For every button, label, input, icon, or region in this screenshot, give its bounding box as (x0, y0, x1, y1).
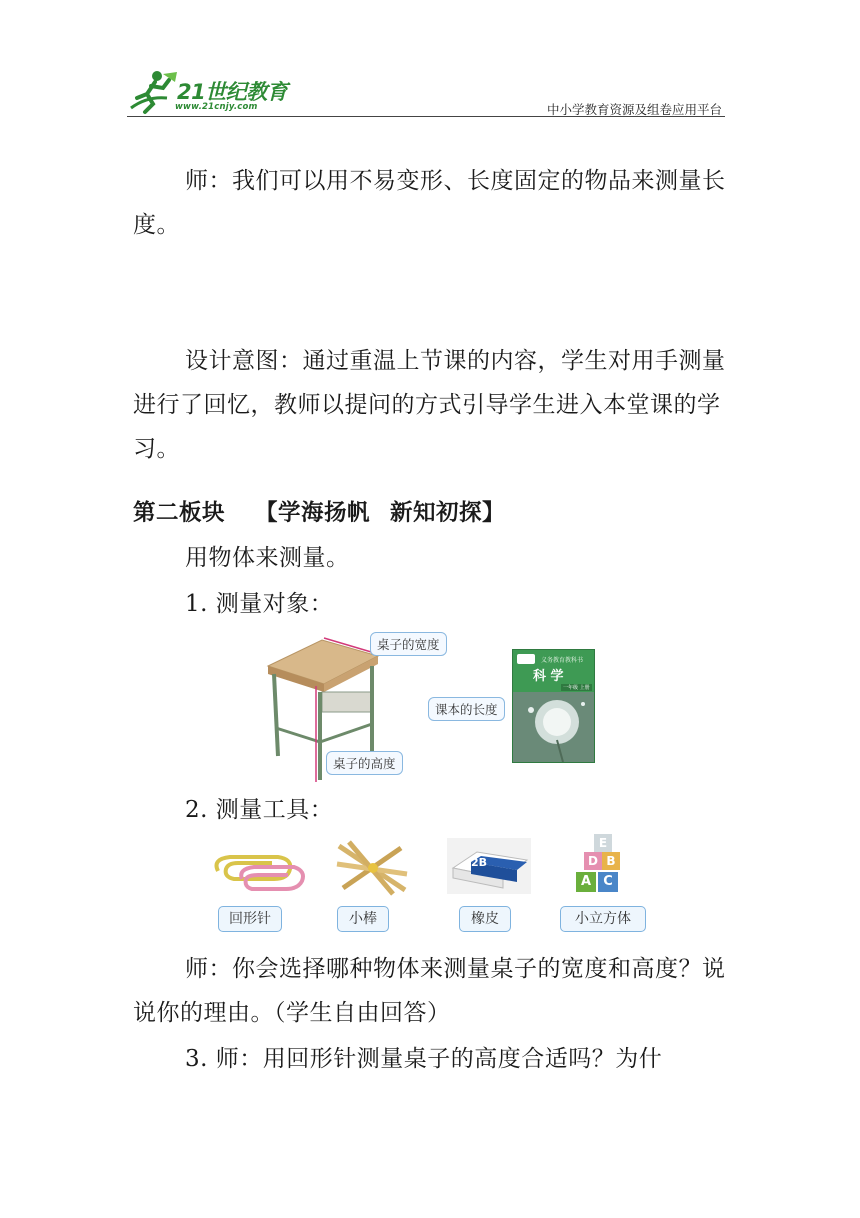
section-heading (133, 491, 733, 535)
tool-label-sticks: 小棒 (337, 906, 389, 932)
teacher-question-3: 3. 师：用回形针测量桌子的高度合适吗？为什 (185, 1046, 663, 1072)
cubes-illustration (576, 834, 628, 894)
sticks-illustration (335, 838, 410, 896)
header-divider (127, 116, 725, 117)
design-intent-paragraph: 设计意图：通过重温上节课的内容，学生对用手测量进行了回忆，教师以提问的方式引导学生进入本堂课的学习。 (133, 348, 726, 462)
eraser-label: 2B (471, 856, 488, 869)
cube-d: D (584, 852, 602, 870)
book-grade: 一年级 上册 (563, 685, 590, 691)
textbook-cover (512, 649, 595, 763)
tool-label-cubes: 小立方体 (560, 906, 646, 932)
dandelion-photo (513, 692, 594, 762)
book-length-callout: 课本的长度 (428, 697, 505, 721)
page-header (127, 68, 725, 118)
intro-line: 用物体来测量。 (185, 545, 350, 571)
section-prefix: 第二板块 (133, 500, 226, 526)
cube-c: C (598, 872, 618, 892)
desk-height-callout: 桌子的高度 (326, 751, 403, 775)
item-measure-objects: 1. 测量对象： (185, 591, 334, 617)
book-title: 科 学 (533, 669, 564, 684)
teacher-question-paragraph: 师：你会选择哪种物体来测量桌子的宽度和高度？说说你的理由。（学生自由回答） (133, 956, 726, 1026)
cube-b: B (602, 852, 620, 870)
platform-name: 中小学教育资源及组卷应用平台 (546, 102, 722, 117)
teacher-paragraph-1: 师：我们可以用不易变形、长度固定的物品来测量长度。 (133, 168, 726, 238)
cube-a: A (576, 872, 596, 892)
logo-text: 21世纪教育 (177, 80, 288, 104)
section-title-a: 【学海扬帆 (255, 500, 371, 526)
logo-url: www.21cnjy.com (175, 102, 258, 112)
section-title-b: 新知初探】 (390, 500, 506, 526)
book-small-text: 义务教育教科书 (541, 657, 584, 664)
desk-width-callout: 桌子的宽度 (370, 632, 447, 656)
paperclip-illustration (208, 849, 308, 893)
tool-label-paperclip: 回形针 (218, 906, 282, 932)
item-measure-tools: 2. 测量工具： (185, 797, 334, 823)
publisher-logo-icon (517, 654, 535, 664)
tool-label-eraser: 橡皮 (459, 906, 511, 932)
cube-e: E (594, 834, 612, 852)
eraser-illustration (447, 838, 531, 894)
